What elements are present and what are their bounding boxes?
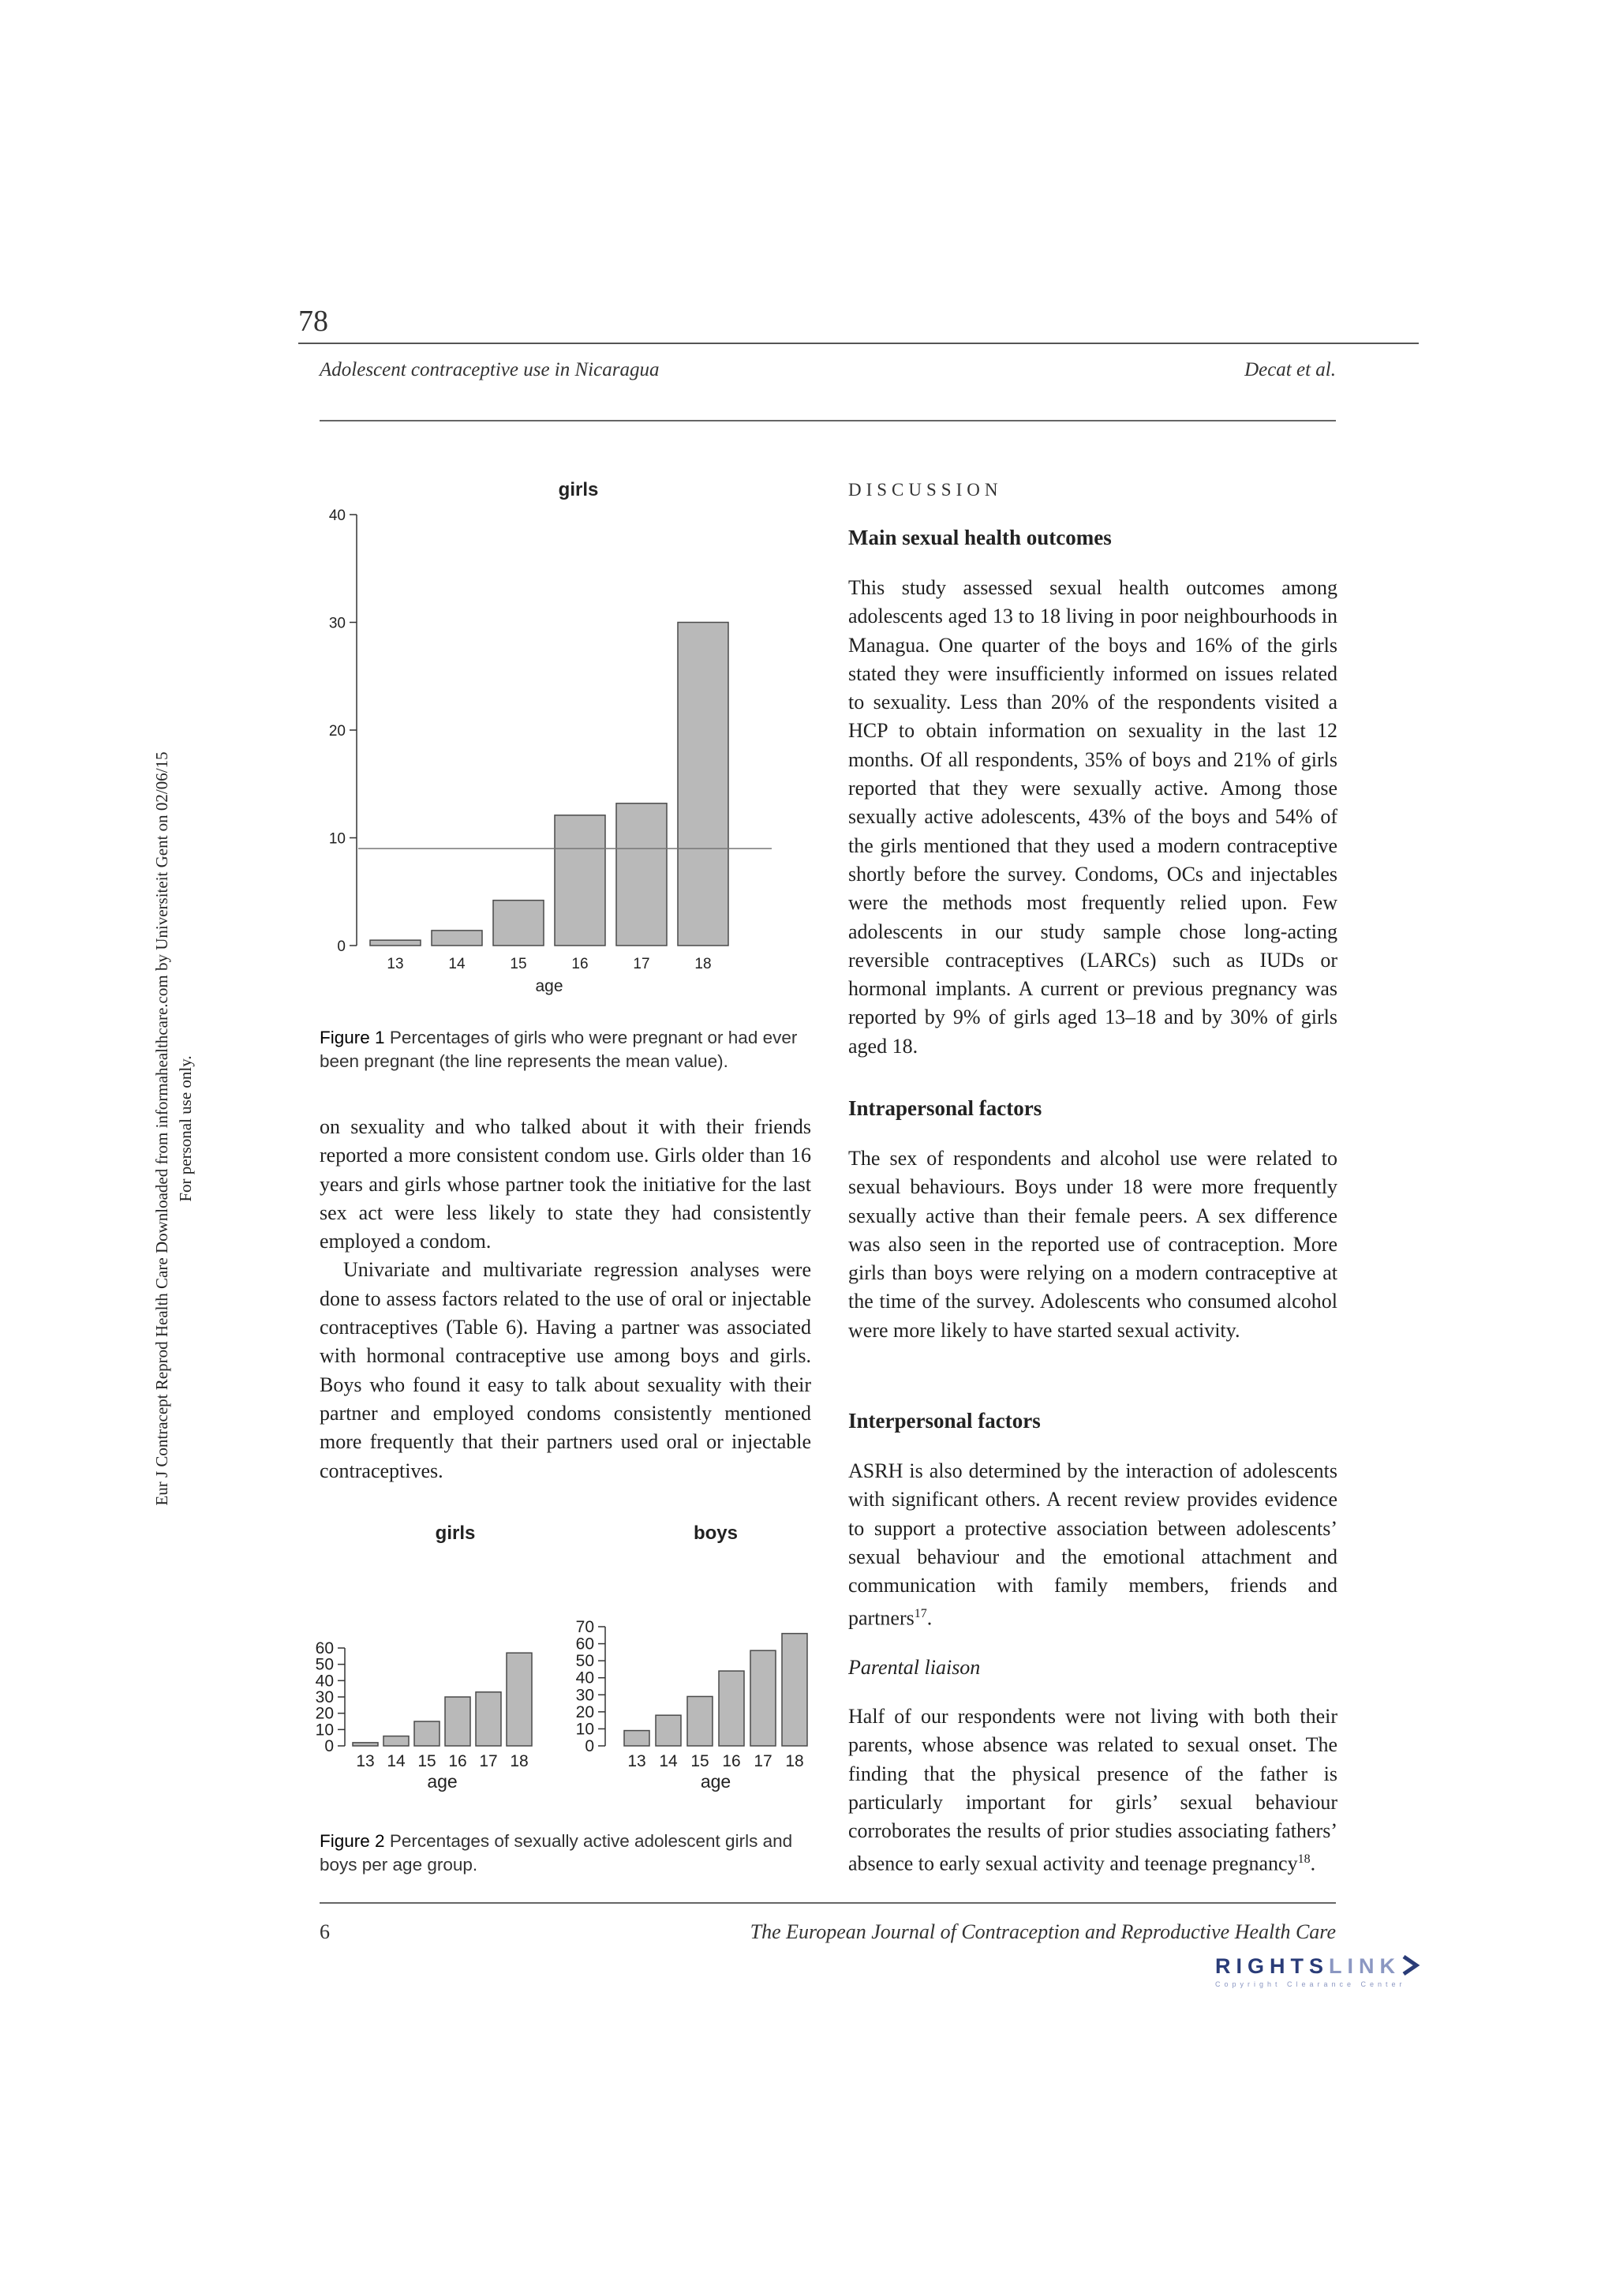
heading-interpersonal: Interpersonal factors: [848, 1409, 1041, 1433]
fig1-title: girls: [558, 479, 599, 500]
fig2-boys-x-tick-label: 16: [722, 1752, 741, 1770]
fig2-boys-y-tick-label: 70: [575, 1618, 594, 1636]
fig2-girls-y-tick-label: 60: [315, 1639, 334, 1657]
left-column-text: [320, 1113, 811, 1485]
fig2-boys-x-tick-label: 13: [627, 1752, 646, 1770]
fig1-y-tick-label: 20: [328, 723, 346, 740]
fig2-boys-title: boys: [693, 1523, 739, 1544]
figure1-caption-text: Percentages of girls who were pregnant or had ever been pregnant (the line represents the mean value).: [320, 1028, 798, 1071]
figure1-chart: [312, 474, 813, 998]
right-paragraph-4-text: Half of our respondents were not living with both their parents, whose absence was related to sexual onset. The finding that the physical presence of the father is particularly important for girls’ sexual behaviour corroborates the results of prior studies associating fathers’ absence to early sexual activity and teenage pregnancy: [848, 1705, 1337, 1876]
fig2-boys-y-tick-label: 60: [575, 1635, 594, 1654]
fig2-boys-y-tick-label: 20: [575, 1702, 594, 1721]
header-rule: [320, 420, 1336, 421]
fig2-girls-x-tick-label: 15: [417, 1752, 436, 1770]
running-authors: Decat et al.: [1244, 359, 1336, 380]
citation-17: 17: [914, 1607, 927, 1621]
rightslink-dark-text: RIGHTS: [1215, 1954, 1330, 1978]
rightslink-chevron-icon: [1401, 1954, 1421, 1976]
fig2-girls-bar-15: [414, 1721, 440, 1746]
rightslink-logo: [1215, 1954, 1421, 1988]
footer-page-number: 6: [320, 1920, 330, 1943]
fig1-x-tick-label: 17: [633, 956, 650, 972]
fig1-x-tick-label: 13: [387, 956, 404, 972]
fig1-bar-14: [432, 931, 482, 946]
fig2-girls-y-tick-label: 30: [315, 1688, 334, 1706]
fig2-boys-bar-17: [750, 1650, 776, 1746]
fig1-bar-13: [370, 940, 421, 946]
fig1-y-tick-label: 30: [328, 615, 346, 632]
fig2-girls-bar-17: [476, 1692, 501, 1746]
fig2-boys-bar-15: [687, 1696, 713, 1746]
fig1-y-tick-label: 40: [328, 508, 346, 524]
fig2-girls-title: girls: [435, 1523, 476, 1544]
fig1-bar-18: [678, 623, 728, 946]
fig2-boys-x-tick-label: 18: [785, 1752, 804, 1770]
figure2-caption: [320, 1830, 817, 1877]
fig2-boys-x-tick-label: 14: [659, 1752, 678, 1770]
fig1-x-tick-label: 16: [571, 956, 589, 972]
heading-main-outcomes: Main sexual health outcomes: [848, 526, 1112, 549]
fig2-girls-bar-16: [445, 1697, 470, 1746]
fig1-x-tick-label: 15: [510, 956, 527, 972]
fig2-boys-bar-16: [719, 1671, 744, 1746]
fig2-girls-x-tick-label: 13: [356, 1752, 375, 1770]
figure2-caption-text: Percentages of sexually active adolescent girls and boys per age group.: [320, 1831, 793, 1875]
left-paragraph-2: Univariate and multivariate regression analyses were done to assess factors related to the use of oral or injectable contraceptives (Table 6). Having a partner was associated with hormonal contraceptive use among boys and girls. Boys who found it easy to talk about sexuality with their partner and employed condoms consistently mentioned more frequently that their partners used oral or injectable contraceptives.: [320, 1258, 811, 1482]
fig1-bar-15: [493, 901, 544, 946]
fig1-y-tick-label: 10: [328, 830, 346, 848]
figure2-chart: [312, 1515, 825, 1807]
citation-18: 18: [1297, 1852, 1311, 1867]
section-title-discussion: DISCUSSION: [848, 480, 1003, 500]
fig1-x-label: age: [535, 977, 563, 995]
top-rule: [298, 343, 1419, 344]
fig2-girls-x-tick-label: 16: [448, 1752, 467, 1770]
fig2-girls-x-label: age: [427, 1771, 458, 1792]
figure2-caption-label: Figure 2: [320, 1831, 385, 1851]
fig2-boys-x-tick-label: 17: [754, 1752, 772, 1770]
right-paragraph-4: [848, 1702, 1337, 1878]
fig1-y-tick-label: 0: [337, 938, 346, 955]
fig2-girls-x-tick-label: 17: [479, 1752, 498, 1770]
fig1-bar-16: [555, 815, 605, 946]
figure1-caption-label: Figure 1: [320, 1028, 385, 1047]
fig2-girls-y-tick-label: 40: [315, 1672, 334, 1691]
rightslink-subtitle: Copyright Clearance Center: [1215, 1980, 1406, 1988]
fig2-girls-bar-13: [353, 1743, 378, 1746]
figure1-layer: [329, 479, 772, 995]
fig2-boys-bar-13: [624, 1731, 649, 1746]
fig2-boys-x-label: age: [700, 1771, 731, 1792]
figure2-boys-layer: [576, 1523, 807, 1792]
fig2-girls-bar-18: [507, 1653, 532, 1746]
right-paragraph-1: This study assessed sexual health outcomes among adolescents aged 13 to 18 living in poor neighbourhoods in Managua. One quarter of the boys and 16% of the girls stated they were insufficiently informed on issues related to sexuality. Less than 20% of the respondents visited a HCP to obtain information on sexuality in the last 12 months. Of all respondents, 35% of boys and 21% of girls reported that they were sexually active. Among those sexually active adolescents, 43% of the boys and 54% of the girls mentioned that they used a modern contraceptive shortly before the survey. Condoms, OCs and injectables were the methods most frequently relied upon. Few adolescents in our study sample chose long-acting reversible contraceptives (LARCs) such as IUDs or hormonal implants. A current or previous pregnancy was reported by 9% of girls aged 13–18 and by 30% of girls aged 18.: [848, 576, 1337, 1058]
fig2-girls-x-tick-label: 14: [387, 1752, 406, 1770]
fig2-boys-y-tick-label: 10: [575, 1720, 594, 1739]
fig2-boys-y-tick-label: 30: [575, 1686, 594, 1705]
right-paragraph-2: The sex of respondents and alcohol use were related to sexual behaviours. Boys under 18 were more frequently sexually active than their female peers. A sex difference was also seen in the reported use of contraception. More girls than boys were relying on a modern contraceptive at the time of the survey. Adolescents who consumed alcohol were more likely to have started sexual activity.: [848, 1147, 1337, 1342]
fig2-girls-y-tick-label: 10: [315, 1721, 334, 1740]
right-paragraph-3-text: ASRH is also determined by the interaction of adolescents with significant others. A recent review provides evidence to support a protective association between adolescents’ sexual behaviour and the emotional attachment and communication with family members, friends and partners: [848, 1459, 1337, 1631]
figure1-caption: [320, 1026, 817, 1073]
fig1-bar-17: [616, 803, 667, 946]
fig2-girls-y-tick-label: 0: [324, 1737, 334, 1755]
rightslink-light-text: LINK: [1329, 1954, 1401, 1978]
fig1-x-tick-label: 14: [448, 956, 466, 972]
fig2-girls-x-tick-label: 18: [510, 1752, 529, 1770]
footer-rule: [320, 1902, 1336, 1904]
fig2-girls-bar-14: [383, 1736, 409, 1746]
footer-journal-name: The European Journal of Contraception and Reproductive Health Care: [750, 1920, 1336, 1943]
fig2-girls-y-tick-label: 20: [315, 1704, 334, 1723]
fig2-boys-y-tick-label: 0: [585, 1737, 594, 1755]
fig2-boys-y-tick-label: 50: [575, 1652, 594, 1671]
side-note-line-1: Eur J Contracept Reprod Health Care Downloaded from informahealthcare.com by Universiteit Gent on 02/06/15: [152, 751, 171, 1506]
right-paragraph-4-end: .: [1310, 1852, 1316, 1876]
fig2-girls-y-tick-label: 50: [315, 1655, 334, 1674]
fig1-x-tick-label: 18: [694, 956, 712, 972]
right-paragraph-3: [848, 1457, 1337, 1633]
journal-page-number: 78: [298, 305, 328, 338]
side-note-line-2: For personal use only.: [176, 1055, 195, 1202]
running-title: Adolescent contraceptive use in Nicaragua: [320, 359, 660, 380]
right-paragraph-3-end: .: [926, 1607, 933, 1631]
heading-intrapersonal: Intrapersonal factors: [848, 1096, 1042, 1120]
download-side-note: [150, 695, 197, 1563]
fig2-boys-y-tick-label: 40: [575, 1669, 594, 1687]
subheading-parental-liaison: Parental liaison: [848, 1656, 981, 1679]
left-paragraph-1: on sexuality and who talked about it with their friends reported a more consistent condom use. Girls older than 16 years and girls whose partner took the initiative for the last sex act were less likely to state they had consistently employed a condom.: [320, 1115, 811, 1253]
fig2-boys-x-tick-label: 15: [690, 1752, 709, 1770]
figure2-girls-layer: [316, 1523, 532, 1792]
fig2-boys-bar-14: [656, 1715, 681, 1746]
fig2-boys-bar-18: [782, 1634, 807, 1746]
